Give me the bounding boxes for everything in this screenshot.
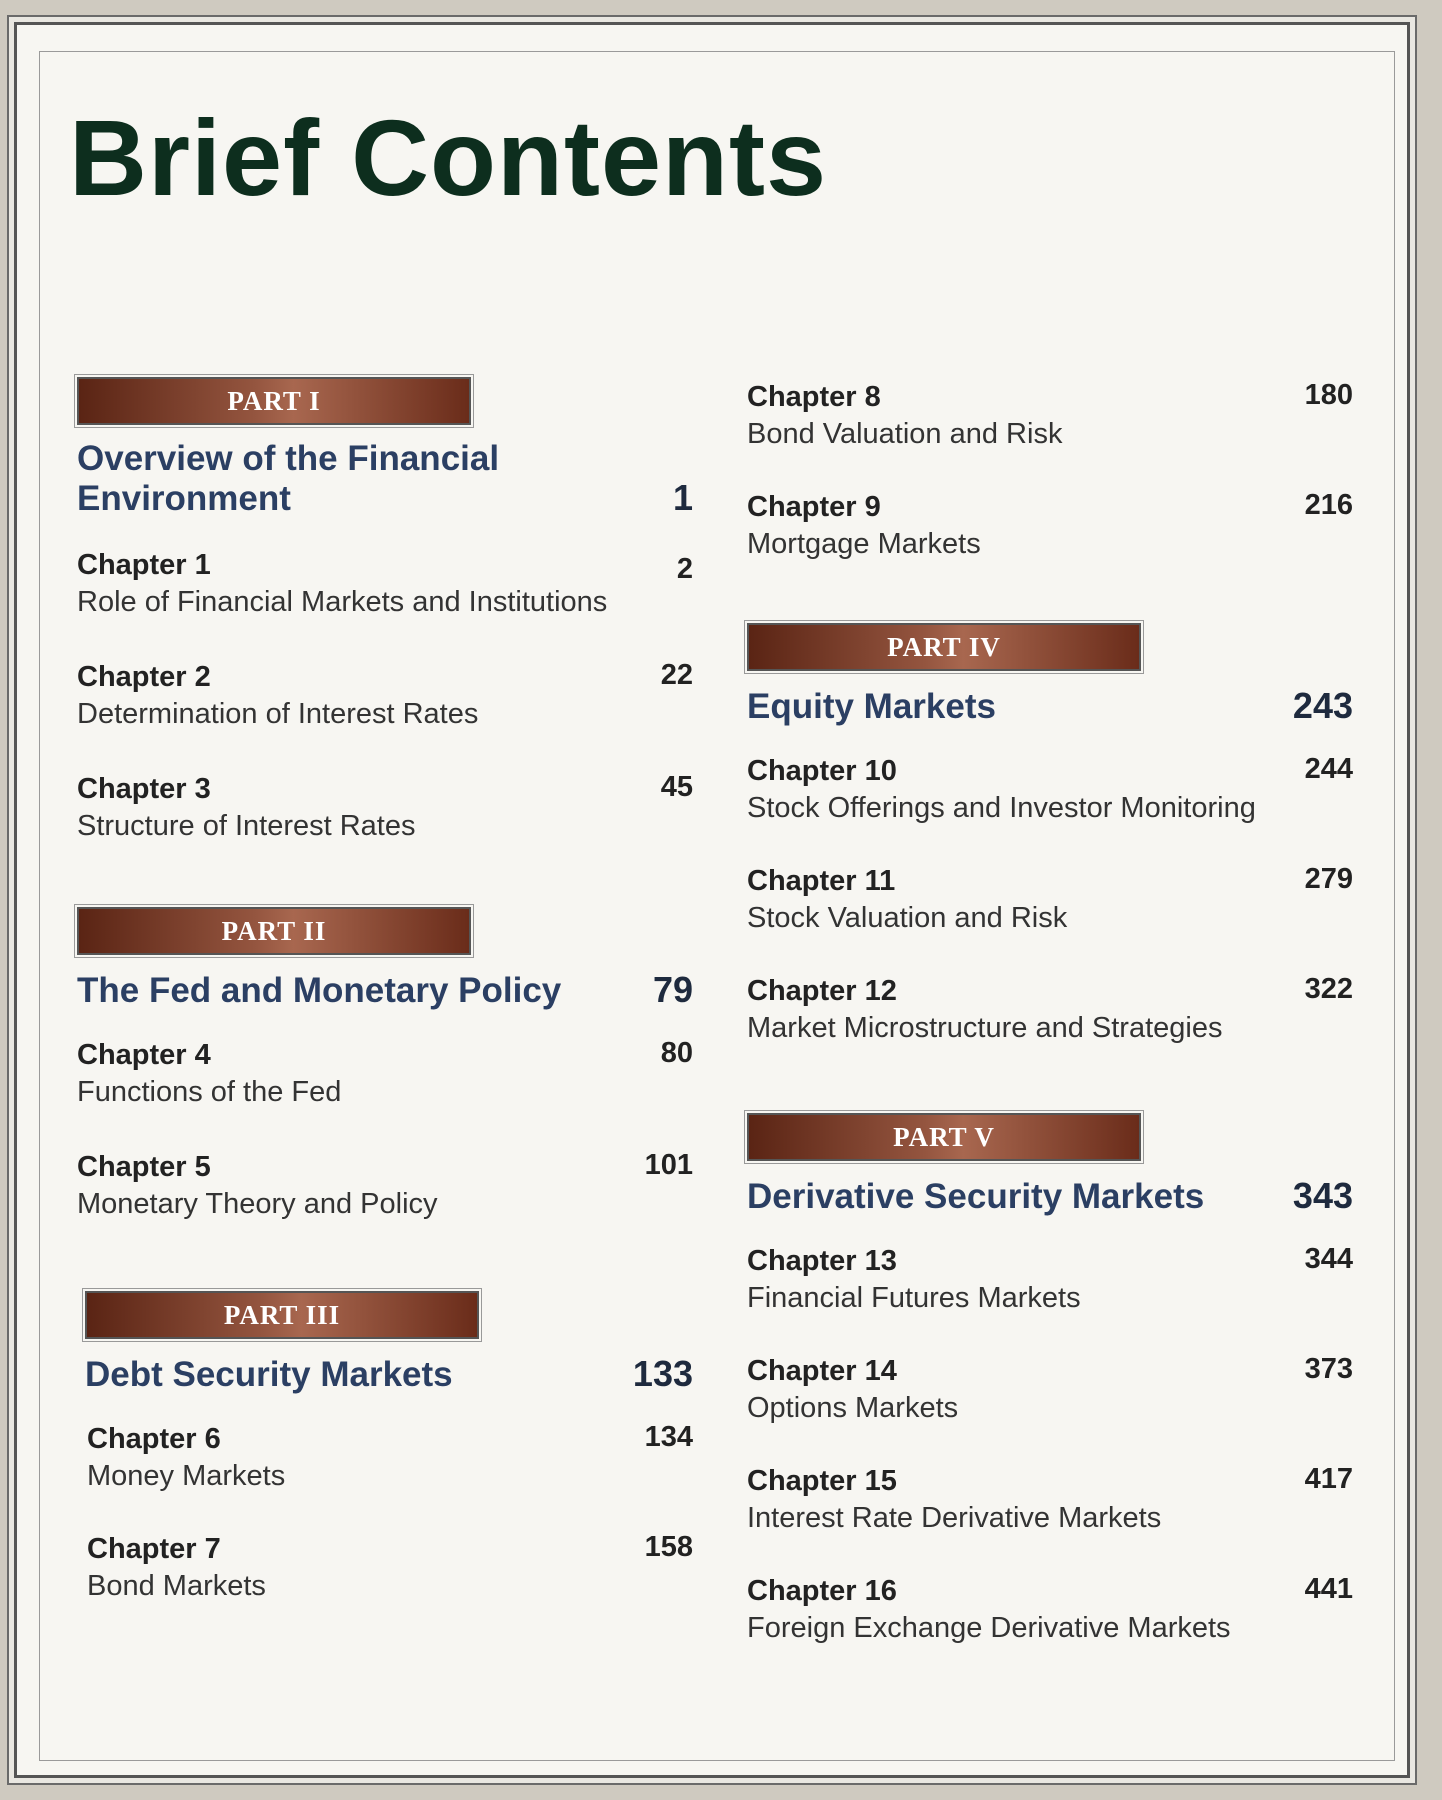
- chapter-label: Chapter 10: [747, 755, 897, 787]
- chapter-page-number: 158: [644, 1531, 693, 1563]
- chapter-entry: [747, 1573, 1357, 1647]
- chapter-name: Stock Valuation and Risk: [747, 902, 1068, 934]
- right-column: [747, 379, 1357, 1647]
- chapter-name: Structure of Interest Rates: [77, 810, 416, 842]
- chapter-name: Money Markets: [87, 1460, 286, 1492]
- chapter-label: Chapter 9: [747, 491, 881, 523]
- chapter-entry: [747, 753, 1357, 827]
- part-title: [747, 687, 996, 727]
- book-page: [14, 22, 1410, 1778]
- chapter-label: Chapter 6: [87, 1423, 221, 1455]
- chapter-name: Functions of the Fed: [77, 1076, 342, 1108]
- chapter-page-number: 373: [1304, 1353, 1353, 1385]
- chapter-entry: [747, 379, 1357, 453]
- chapter-label: Chapter 4: [77, 1039, 211, 1071]
- part-section: [747, 1113, 1357, 1647]
- chapter-label: Chapter 14: [747, 1355, 897, 1387]
- chapter-name: Interest Rate Derivative Markets: [747, 1502, 1162, 1534]
- continued-chapters: [747, 379, 1357, 563]
- part-title-line: Overview of the Financial: [77, 439, 500, 478]
- chapter-entry: [747, 1463, 1357, 1537]
- chapter-name: Determination of Interest Rates: [77, 698, 479, 730]
- chapter-page-number: 2: [676, 553, 693, 585]
- chapter-label: Chapter 16: [747, 1575, 897, 1607]
- chapter-entry: [747, 489, 1357, 563]
- chapter-entry: [77, 659, 697, 733]
- chapter-name: Mortgage Markets: [747, 528, 981, 560]
- part-title: [85, 1355, 453, 1395]
- chapter-page-number: 417: [1304, 1463, 1353, 1495]
- part-page-number: 79: [652, 969, 693, 1010]
- chapter-entry: [77, 1149, 697, 1223]
- chapter-entry: [747, 863, 1357, 937]
- part-banner: PART V: [747, 1113, 1141, 1161]
- chapter-label: Chapter 11: [747, 865, 896, 897]
- part-section: [77, 907, 697, 1223]
- chapter-name: Options Markets: [747, 1392, 959, 1424]
- chapter-page-number: 134: [644, 1421, 693, 1453]
- chapter-name: Market Microstructure and Strategies: [747, 1012, 1223, 1044]
- chapter-label: Chapter 1: [77, 549, 211, 581]
- part-title-line: Environment: [77, 479, 291, 518]
- chapter-label: Chapter 3: [77, 773, 211, 805]
- chapter-name: Bond Valuation and Risk: [747, 418, 1063, 450]
- part-page-number: 343: [1292, 1175, 1353, 1216]
- part-page-number: 243: [1292, 685, 1353, 726]
- chapter-page-number: 101: [644, 1149, 693, 1181]
- chapter-entry: [87, 1531, 697, 1605]
- part-title-line: Equity Markets: [747, 687, 996, 726]
- part-section: [77, 1291, 697, 1605]
- part-title-line: Derivative Security Markets: [747, 1177, 1205, 1216]
- part-title-row: [77, 1353, 697, 1395]
- chapter-page-number: 322: [1304, 973, 1353, 1005]
- chapter-entry: [747, 1243, 1357, 1317]
- part-title-line: Debt Security Markets: [85, 1355, 453, 1394]
- chapter-page-number: 80: [660, 1037, 693, 1069]
- part-title: [747, 1177, 1204, 1217]
- part-page-number: 1: [672, 477, 693, 518]
- chapter-entry: [87, 1421, 697, 1495]
- chapter-entry: [77, 771, 697, 845]
- part-title-row: [77, 439, 697, 519]
- chapter-label: Chapter 5: [77, 1151, 211, 1183]
- chapter-name: Foreign Exchange Derivative Markets: [747, 1612, 1231, 1644]
- left-column: [77, 377, 697, 1605]
- part-banner: PART II: [77, 907, 471, 955]
- chapter-entry: [747, 1353, 1357, 1427]
- part-title-row: [747, 1175, 1357, 1217]
- part-title: [77, 971, 561, 1011]
- part-banner: PART IV: [747, 623, 1141, 671]
- chapter-label: Chapter 8: [747, 381, 881, 413]
- chapter-page-number: 441: [1304, 1573, 1353, 1605]
- chapter-page-number: 244: [1304, 753, 1353, 785]
- chapter-page-number: 216: [1304, 489, 1353, 521]
- part-title-row: [77, 969, 697, 1011]
- chapter-page-number: 45: [660, 771, 693, 803]
- chapter-name: Stock Offerings and Investor Monitoring: [747, 792, 1256, 824]
- page-title: Brief Contents: [69, 97, 828, 218]
- part-page-number: 133: [632, 1353, 693, 1394]
- chapter-label: Chapter 2: [77, 661, 211, 693]
- chapter-label: Chapter 15: [747, 1465, 897, 1497]
- chapter-page-number: 22: [660, 659, 693, 691]
- chapter-page-number: 180: [1304, 379, 1353, 411]
- part-title: [77, 439, 499, 519]
- chapter-entry: [77, 547, 697, 621]
- chapter-name: Bond Markets: [87, 1570, 266, 1602]
- chapter-label: Chapter 13: [747, 1245, 897, 1277]
- chapter-name: Financial Futures Markets: [747, 1282, 1081, 1314]
- part-banner: PART III: [85, 1291, 479, 1339]
- chapter-name: Monetary Theory and Policy: [77, 1188, 438, 1220]
- chapter-page-number: 279: [1304, 863, 1353, 895]
- chapter-entry: [747, 973, 1357, 1047]
- part-section: [77, 377, 697, 845]
- chapter-label: Chapter 12: [747, 975, 897, 1007]
- chapter-page-number: 344: [1304, 1243, 1353, 1275]
- part-banner: PART I: [77, 377, 471, 425]
- part-title-row: [747, 685, 1357, 727]
- part-title-line: The Fed and Monetary Policy: [77, 971, 562, 1010]
- chapter-name: Role of Financial Markets and Institutions: [77, 586, 608, 618]
- chapter-entry: [77, 1037, 697, 1111]
- part-section: [747, 623, 1357, 1047]
- chapter-label: Chapter 7: [87, 1533, 221, 1565]
